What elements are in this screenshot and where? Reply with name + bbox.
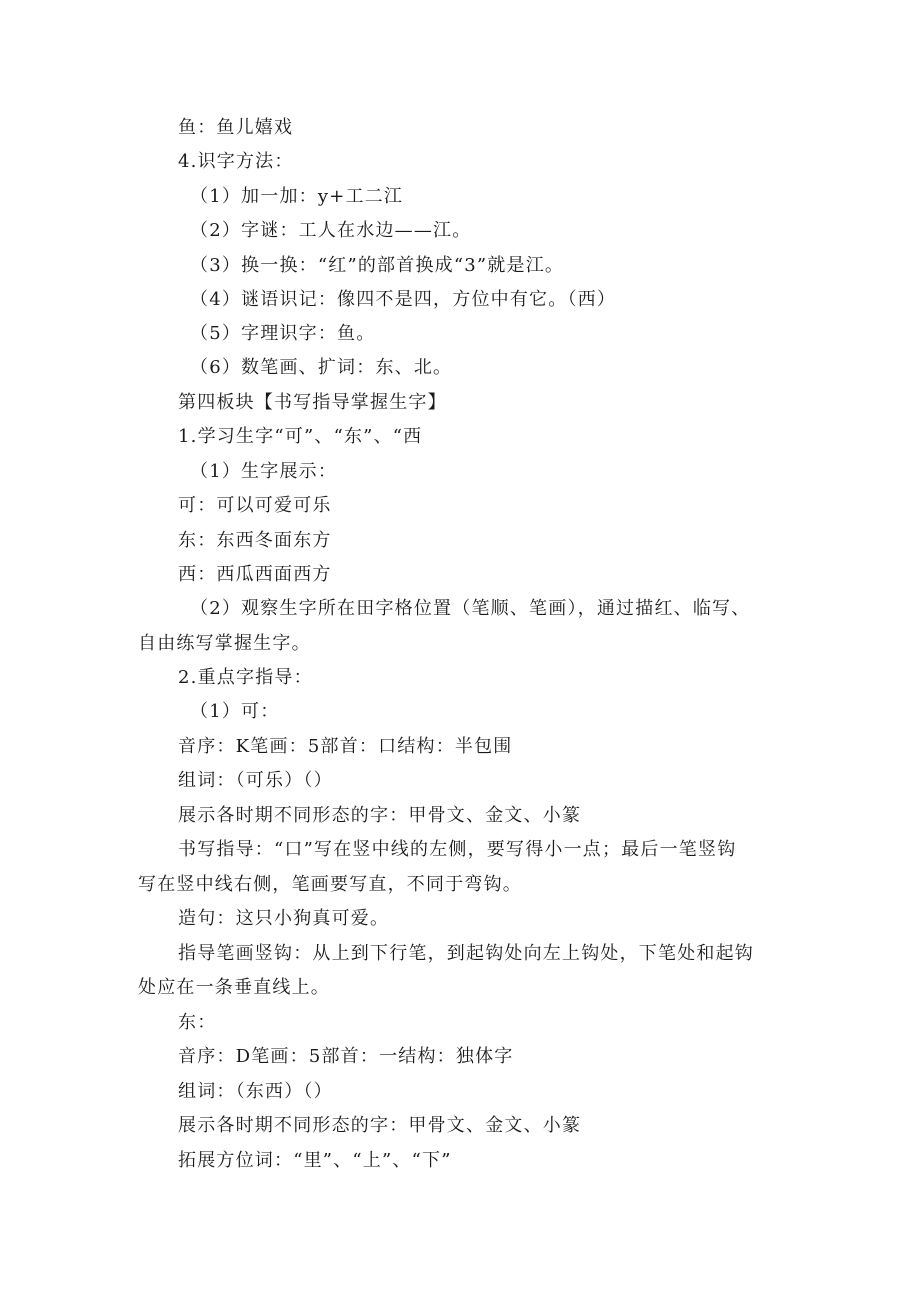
- text-line: 书写指导：“口”写在竖中线的左侧，要写得小一点；最后一笔竖钩: [178, 839, 737, 860]
- text-line: 1.学习生字“可”、“东”、“西: [178, 426, 423, 447]
- text-line: 组词：（可乐）（）: [178, 770, 333, 791]
- text-line: 指导笔画竖钩：从上到下行笔，到起钩处向左上钩处，下笔处和起钩: [178, 943, 754, 964]
- text-line: 处应在一条垂直线上。: [138, 977, 330, 998]
- text-line: 2.重点字指导：: [178, 667, 313, 688]
- text-line: 东：东西冬面东方: [178, 530, 332, 551]
- text-line: 可：可以可爱可乐: [178, 495, 332, 516]
- text-line: 音序：D笔画：5部首：一结构：独体字: [178, 1046, 514, 1067]
- text-line: 音序：K笔画：5部首：口结构：半包围: [178, 736, 513, 757]
- text-line: （2）观察生字所在田字格位置（笔顺、笔画），通过描红、临写、: [190, 598, 751, 619]
- text-line: 4.识字方法：: [178, 151, 294, 172]
- text-line: （6）数笔画、扩词：东、北。: [190, 357, 453, 378]
- text-line: 组词：（东西）（）: [178, 1081, 333, 1102]
- text-line: 鱼：鱼儿嬉戏: [178, 117, 294, 138]
- text-line: （1）生字展示：: [190, 461, 338, 482]
- text-line: 造句：这只小狗真可爱。: [178, 908, 390, 929]
- text-line: 东：: [178, 1012, 217, 1033]
- text-line: （5）字理识字：鱼。: [190, 323, 376, 344]
- text-line: 自由练写掌握生字。: [138, 633, 311, 654]
- text-line: 展示各时期不同形态的字：甲骨文、金文、小篆: [178, 1115, 582, 1136]
- text-line: 拓展方位词：“里”、“上”、“下”: [178, 1150, 452, 1171]
- text-line: （1）加一加：y+工二江: [190, 186, 404, 207]
- text-line: 展示各时期不同形态的字：甲骨文、金文、小篆: [178, 805, 582, 826]
- section-heading: 第四板块【书写指导掌握生字】: [178, 392, 447, 413]
- text-line: （1）可：: [190, 701, 280, 722]
- text-line: 西：西瓜西面西方: [178, 564, 332, 585]
- text-line: （4）谜语识记：像四不是四，方位中有它。（西）: [190, 289, 617, 310]
- text-line: （3）换一换：“红”的部首换成“3”就是江。: [190, 255, 565, 276]
- text-line: 写在竖中线右侧，笔画要写直，不同于弯钩。: [138, 874, 522, 895]
- text-line: （2）字谜：工人在水边——江。: [190, 220, 472, 241]
